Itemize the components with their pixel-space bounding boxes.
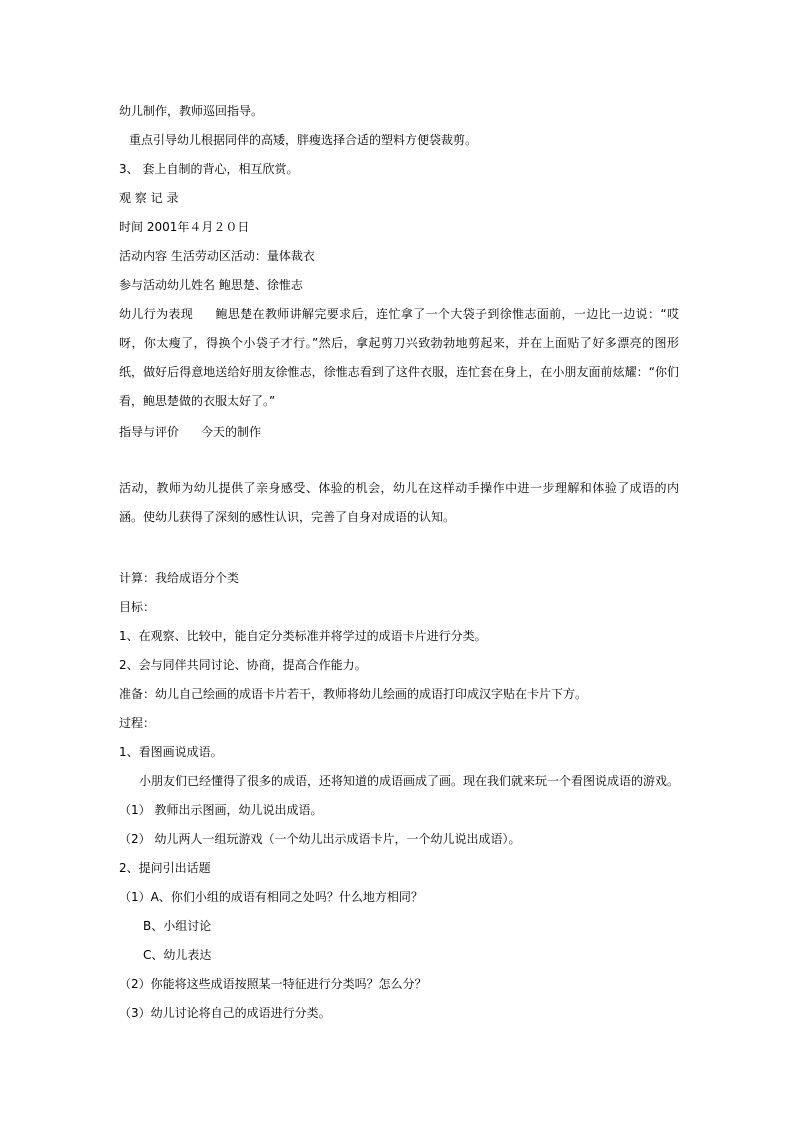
text-line: 目标：	[119, 600, 156, 614]
text-line: 3、 套上自制的背心，相互欣赏。	[119, 162, 299, 176]
section-heading: 观 察 记 录	[119, 191, 179, 205]
text-line: 时间 2001年４月２０日	[119, 220, 250, 234]
text-line: 活动内容 生活劳动区活动：量体裁衣	[119, 249, 315, 263]
text-line: 2、会与同伴共同讨论、协商，提高合作能力。	[119, 658, 367, 672]
text-line: C、幼儿表达	[143, 948, 212, 962]
text-line: 1、看图画说成语。	[119, 745, 223, 759]
behavior-paragraph	[119, 300, 679, 416]
guide-line	[119, 424, 261, 440]
guide-text: 今天的制作	[201, 425, 262, 439]
text-line: 幼儿制作，教师巡回指导。	[119, 104, 264, 118]
text-line: B、小组讨论	[143, 919, 212, 933]
section-title: 计算：我给成语分个类	[119, 571, 240, 585]
text-line: （1）A、你们小组的成语有相同之处吗？什么地方相同？	[119, 890, 423, 904]
text-line: （2） 幼儿两人一组玩游戏（一个幼儿出示成语卡片，一个幼儿说出成语）。	[119, 832, 521, 846]
behavior-text: 鲍思楚在教师讲解完要求后，连忙拿了一个大袋子到徐惟志面前，一边比一边说：“哎呀，你太瘦了，得换个小袋子才行。”然后，拿起剪刀兴致勃勃地剪起来，并在上面贴了好多漂亮的图形纸，做好后得意地送给好朋友徐惟志，徐惟志看到了这件衣服，连忙套在身上，在小朋友面前炫耀：“你们看，鲍思楚做的衣服太好了。”	[119, 307, 679, 408]
text-line: 参与活动幼儿姓名 鲍思楚、徐惟志	[119, 278, 303, 292]
text-line: 重点引导幼儿根据同伴的高矮，胖瘦选择合适的塑料方便袋裁剪。	[129, 133, 478, 147]
text-line: 1、在观察、比较中，能自定分类标准并将学过的成语卡片进行分类。	[119, 629, 487, 643]
text-line: 准备：幼儿自己绘画的成语卡片若干，教师将幼儿绘画的成语打印成汉字贴在卡片下方。	[119, 687, 588, 701]
text-line: （1） 教师出示图画，幼儿说出成语。	[119, 803, 323, 817]
behavior-label: 幼儿行为表现	[119, 307, 194, 321]
text-line: 小朋友们已经懂得了很多的成语，还将知道的成语画成了画。现在我们就来玩一个看图说成语的游戏。	[139, 774, 680, 788]
text-line: （3）幼儿讨论将自己的成语进行分类。	[119, 1006, 331, 1020]
text-line: 2、提问引出话题	[119, 861, 211, 875]
guide-label: 指导与评价	[119, 425, 180, 439]
text-line: 过程：	[119, 716, 156, 730]
text-line: （2）你能将这些成语按照某一特征进行分类吗？怎么分？	[119, 977, 427, 991]
summary-paragraph: 活动，教师为幼儿提供了亲身感受、体验的机会，幼儿在这样动手操作中进一步理解和体验了成语的内涵。使幼儿获得了深刻的感性认识，完善了自身对成语的认知。	[119, 481, 679, 524]
